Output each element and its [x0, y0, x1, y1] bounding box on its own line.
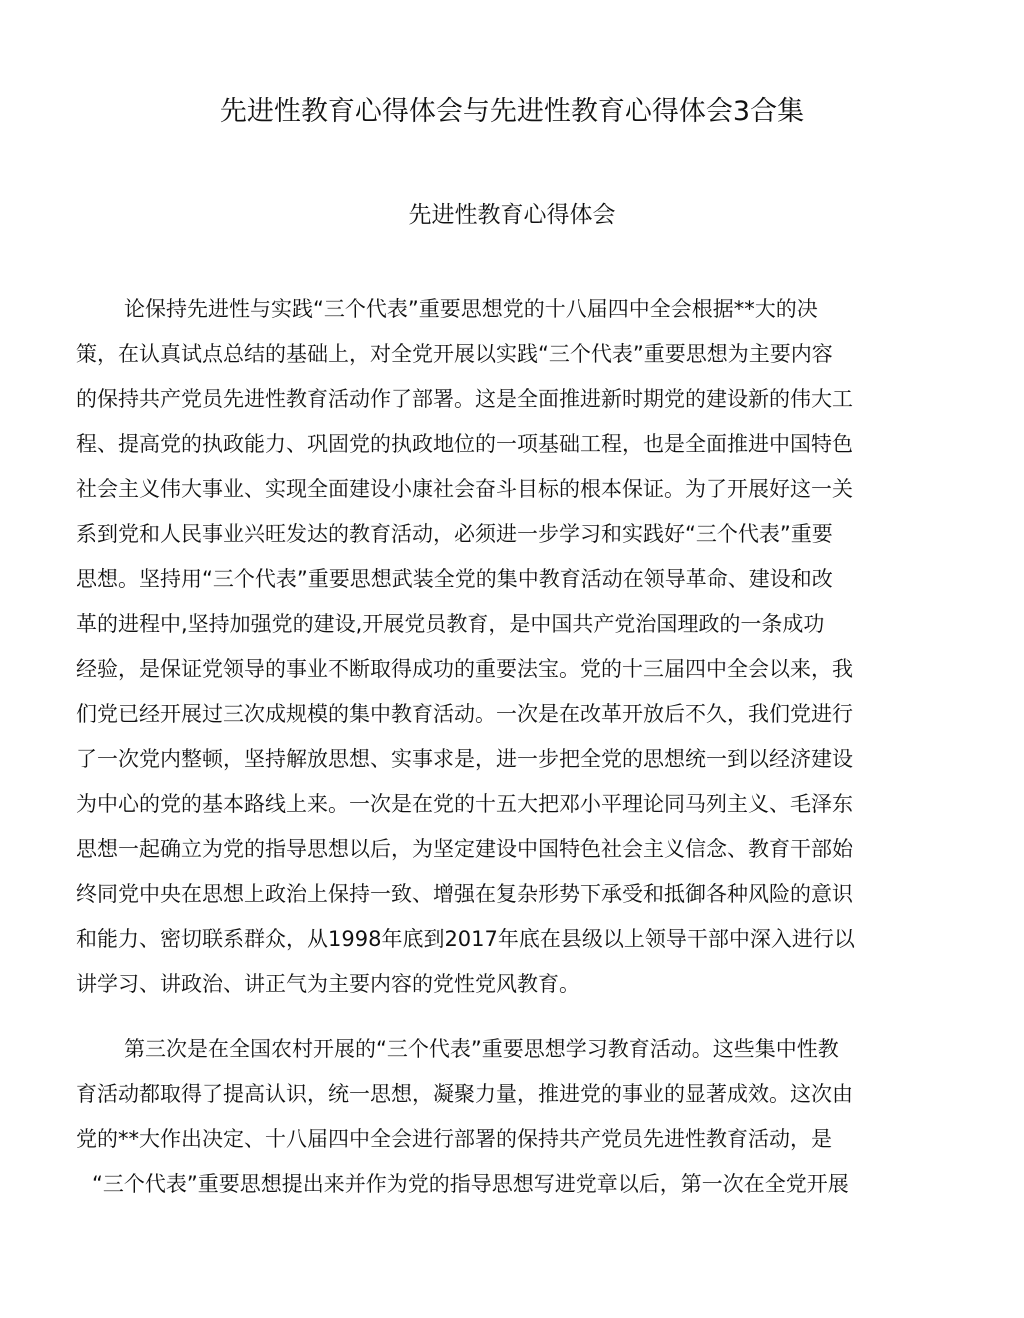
paragraph-1-line-13: 思想一起确立为党的指导思想以后，为坚定建设中国特色社会主义信念、教育干部始	[76, 837, 853, 861]
section-title: 先进性教育心得体会	[408, 202, 616, 228]
paragraph-1-line-3: 的保持共产党员先进性教育活动作了部署。这是全面推进新时期党的建设新的伟大工	[76, 387, 853, 411]
paragraph-2-line-3: 党的**大作出决定、十八届四中全会进行部署的保持共产党员先进性教育活动，是	[76, 1127, 832, 1151]
paragraph-2-line-4: “三个代表”重要思想提出来并作为党的指导思想写进党章以后，第一次在全党开展	[92, 1172, 849, 1196]
paragraph-1-line-10: 们党已经开展过三次成规模的集中教育活动。一次是在改革开放后不久，我们党进行	[76, 702, 853, 726]
paragraph-1-line-12: 为中心的党的基本路线上来。一次是在党的十五大把邓小平理论同马列主义、毛泽东	[76, 792, 853, 816]
paragraph-1-line-1: 论保持先进性与实践“三个代表”重要思想党的十八届四中全会根据**大的决	[124, 297, 818, 321]
paragraph-1-line-7: 思想。坚持用“三个代表”重要思想武装全党的集中教育活动在领导革命、建设和改	[76, 567, 833, 591]
paragraph-1-line-15: 和能力、密切联系群众，从1998年底到2017年底在县级以上领导干部中深入进行以	[76, 927, 855, 951]
paragraph-1-line-6: 系到党和人民事业兴旺发达的教育活动，必须进一步学习和实践好“三个代表”重要	[76, 522, 833, 546]
paragraph-1-line-11: 了一次党内整顿，坚持解放思想、实事求是，进一步把全党的思想统一到以经济建设	[76, 747, 853, 771]
paragraph-1-line-8: 革的进程中,坚持加强党的建设,开展党员教育，是中国共产党治国理政的一条成功	[76, 612, 825, 636]
paragraph-2-line-1: 第三次是在全国农村开展的“三个代表”重要思想学习教育活动。这些集中性教	[124, 1037, 839, 1061]
paragraph-1-line-9: 经验，是保证党领导的事业不断取得成功的重要法宝。党的十三届四中全会以来，我	[76, 657, 853, 681]
paragraph-1-line-14: 终同党中央在思想上政治上保持一致、增强在复杂形势下承受和抵御各种风险的意识	[76, 882, 853, 906]
paragraph-1-line-4: 程、提高党的执政能力、巩固党的执政地位的一项基础工程，也是全面推进中国特色	[76, 432, 853, 456]
paragraph-2-line-2: 育活动都取得了提高认识，统一思想，凝聚力量，推进党的事业的显著成效。这次由	[76, 1082, 853, 1106]
paragraph-1-line-2: 策，在认真试点总结的基础上，对全党开展以实践“三个代表”重要思想为主要内容	[76, 342, 833, 366]
paragraph-1-line-5: 社会主义伟大事业、实现全面建设小康社会奋斗目标的根本保证。为了开展好这一关	[76, 477, 853, 501]
paragraph-1-line-16: 讲学习、讲政治、讲正气为主要内容的党性党风教育。	[76, 972, 580, 996]
document-title: 先进性教育心得体会与先进性教育心得体会3合集	[219, 96, 805, 127]
